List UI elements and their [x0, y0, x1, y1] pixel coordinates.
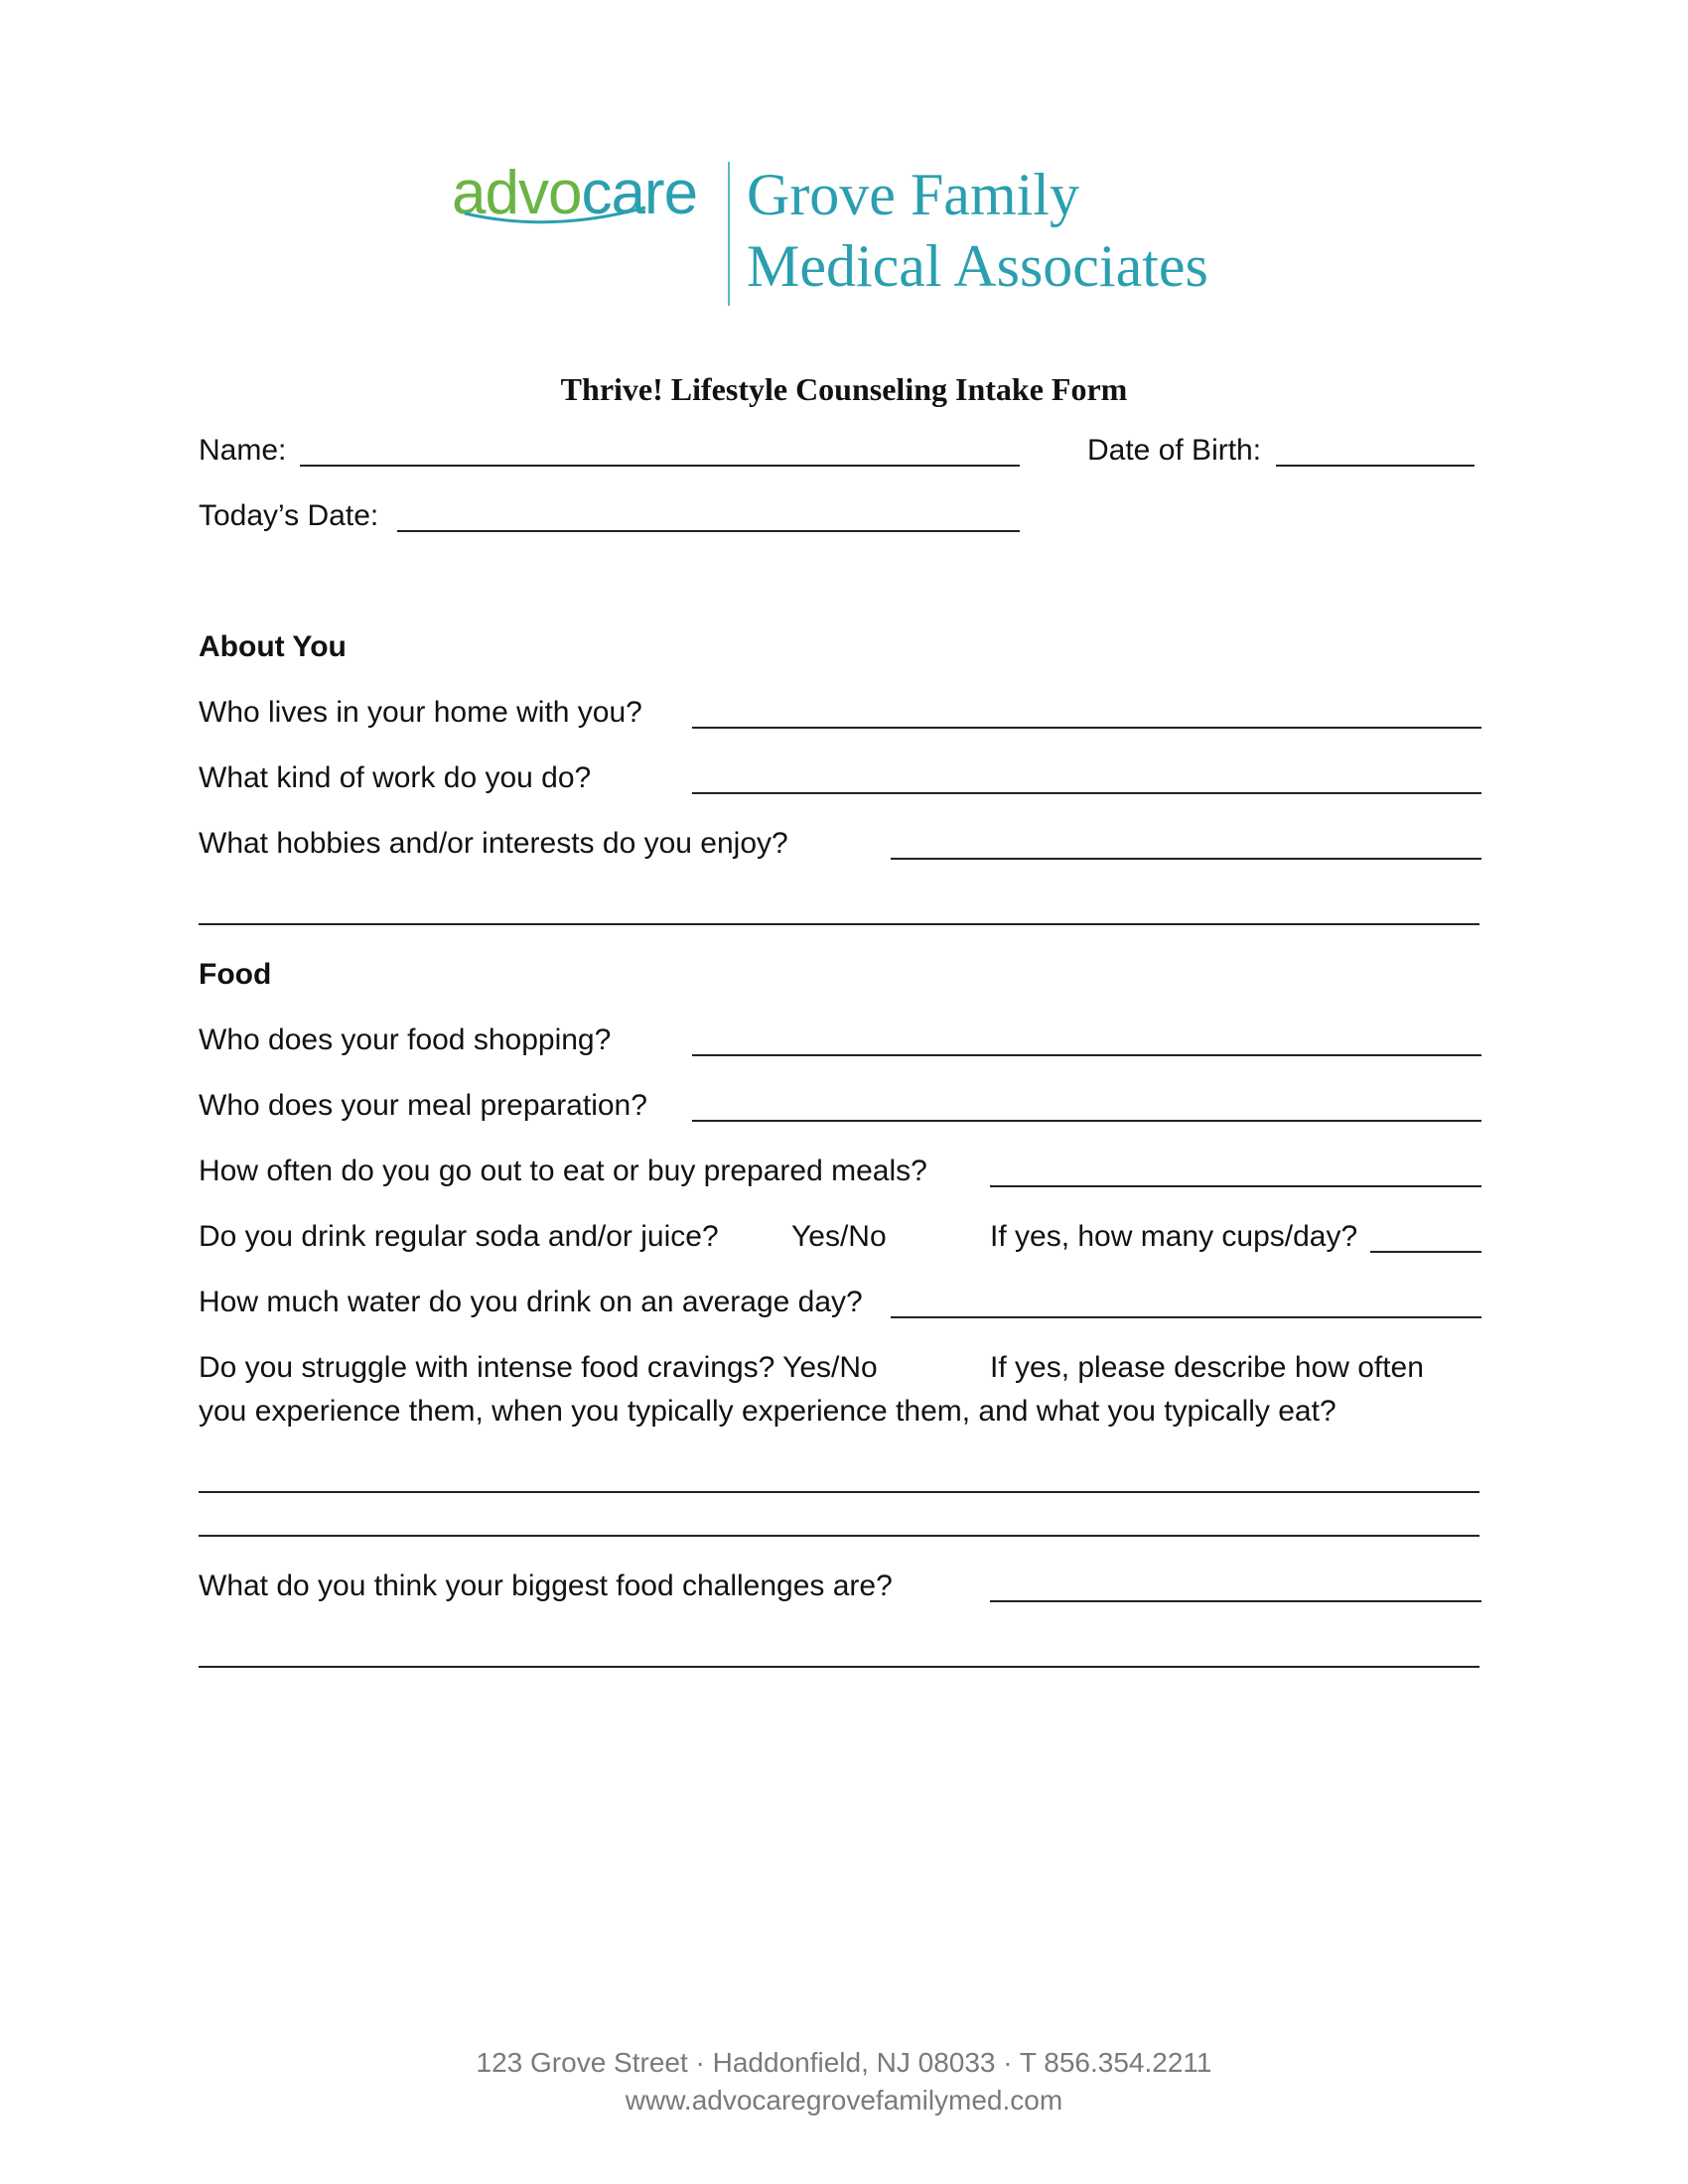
dob-label: Date of Birth: [1087, 434, 1262, 467]
advocare-wordmark: advocare [452, 159, 698, 227]
dob-field[interactable] [1276, 465, 1475, 467]
answer-hobbies-extra-line[interactable] [199, 923, 1479, 925]
answer-hobbies-field[interactable] [891, 858, 1481, 860]
name-field[interactable] [300, 465, 1020, 467]
question-hobbies: What hobbies and/or interests do you enjoy? [199, 827, 788, 860]
today-date-field[interactable] [397, 530, 1020, 532]
question-cups-per-day: If yes, how many cups/day? [990, 1220, 1358, 1253]
answer-eat-out-field[interactable] [990, 1185, 1481, 1187]
footer-address: 123 Grove Street · Haddonfield, NJ 08033 · T 856.354.2211 [476, 2047, 1212, 2078]
answer-challenges-field[interactable] [990, 1600, 1481, 1602]
answer-home-field[interactable] [692, 727, 1481, 729]
question-cravings: Do you struggle with intense food cravings? Yes/No [199, 1351, 878, 1384]
advocare-swoosh-icon [457, 204, 655, 233]
question-water: How much water do you drink on an average day? [199, 1286, 863, 1318]
footer-website[interactable]: www.advocaregrovefamilymed.com [625, 2085, 1063, 2116]
today-date-label: Today’s Date: [199, 499, 379, 532]
section-heading-food: Food [199, 958, 272, 991]
section-heading-about: About You [199, 630, 347, 663]
cravings-followup-line2: you experience them, when you typically experience them, and what you typically eat? [199, 1395, 1336, 1428]
logo-divider [728, 162, 730, 306]
form-title: Thrive! Lifestyle Counseling Intake Form [560, 371, 1128, 407]
question-meal-prep: Who does your meal preparation? [199, 1089, 647, 1122]
practice-name: Grove Family Medical Associates [747, 162, 1208, 299]
answer-cravings-line-2[interactable] [199, 1535, 1479, 1537]
answer-water-field[interactable] [891, 1316, 1481, 1318]
cravings-followup-line1: If yes, please describe how often [990, 1351, 1424, 1384]
question-home: Who lives in your home with you? [199, 696, 642, 729]
question-shopping: Who does your food shopping? [199, 1024, 612, 1056]
name-label: Name: [199, 434, 287, 467]
question-work: What kind of work do you do? [199, 761, 592, 794]
question-challenges: What do you think your biggest food challenges are? [199, 1570, 893, 1602]
answer-challenges-extra-line[interactable] [199, 1666, 1479, 1668]
answer-meal-prep-field[interactable] [692, 1120, 1481, 1122]
soda-yes-no-option[interactable]: Yes/No [791, 1220, 887, 1253]
answer-work-field[interactable] [692, 792, 1481, 794]
answer-cravings-line-1[interactable] [199, 1491, 1479, 1493]
answer-shopping-field[interactable] [692, 1054, 1481, 1056]
question-soda: Do you drink regular soda and/or juice? [199, 1220, 719, 1253]
answer-cups-field[interactable] [1370, 1251, 1481, 1253]
question-eat-out: How often do you go out to eat or buy prepared meals? [199, 1155, 927, 1187]
